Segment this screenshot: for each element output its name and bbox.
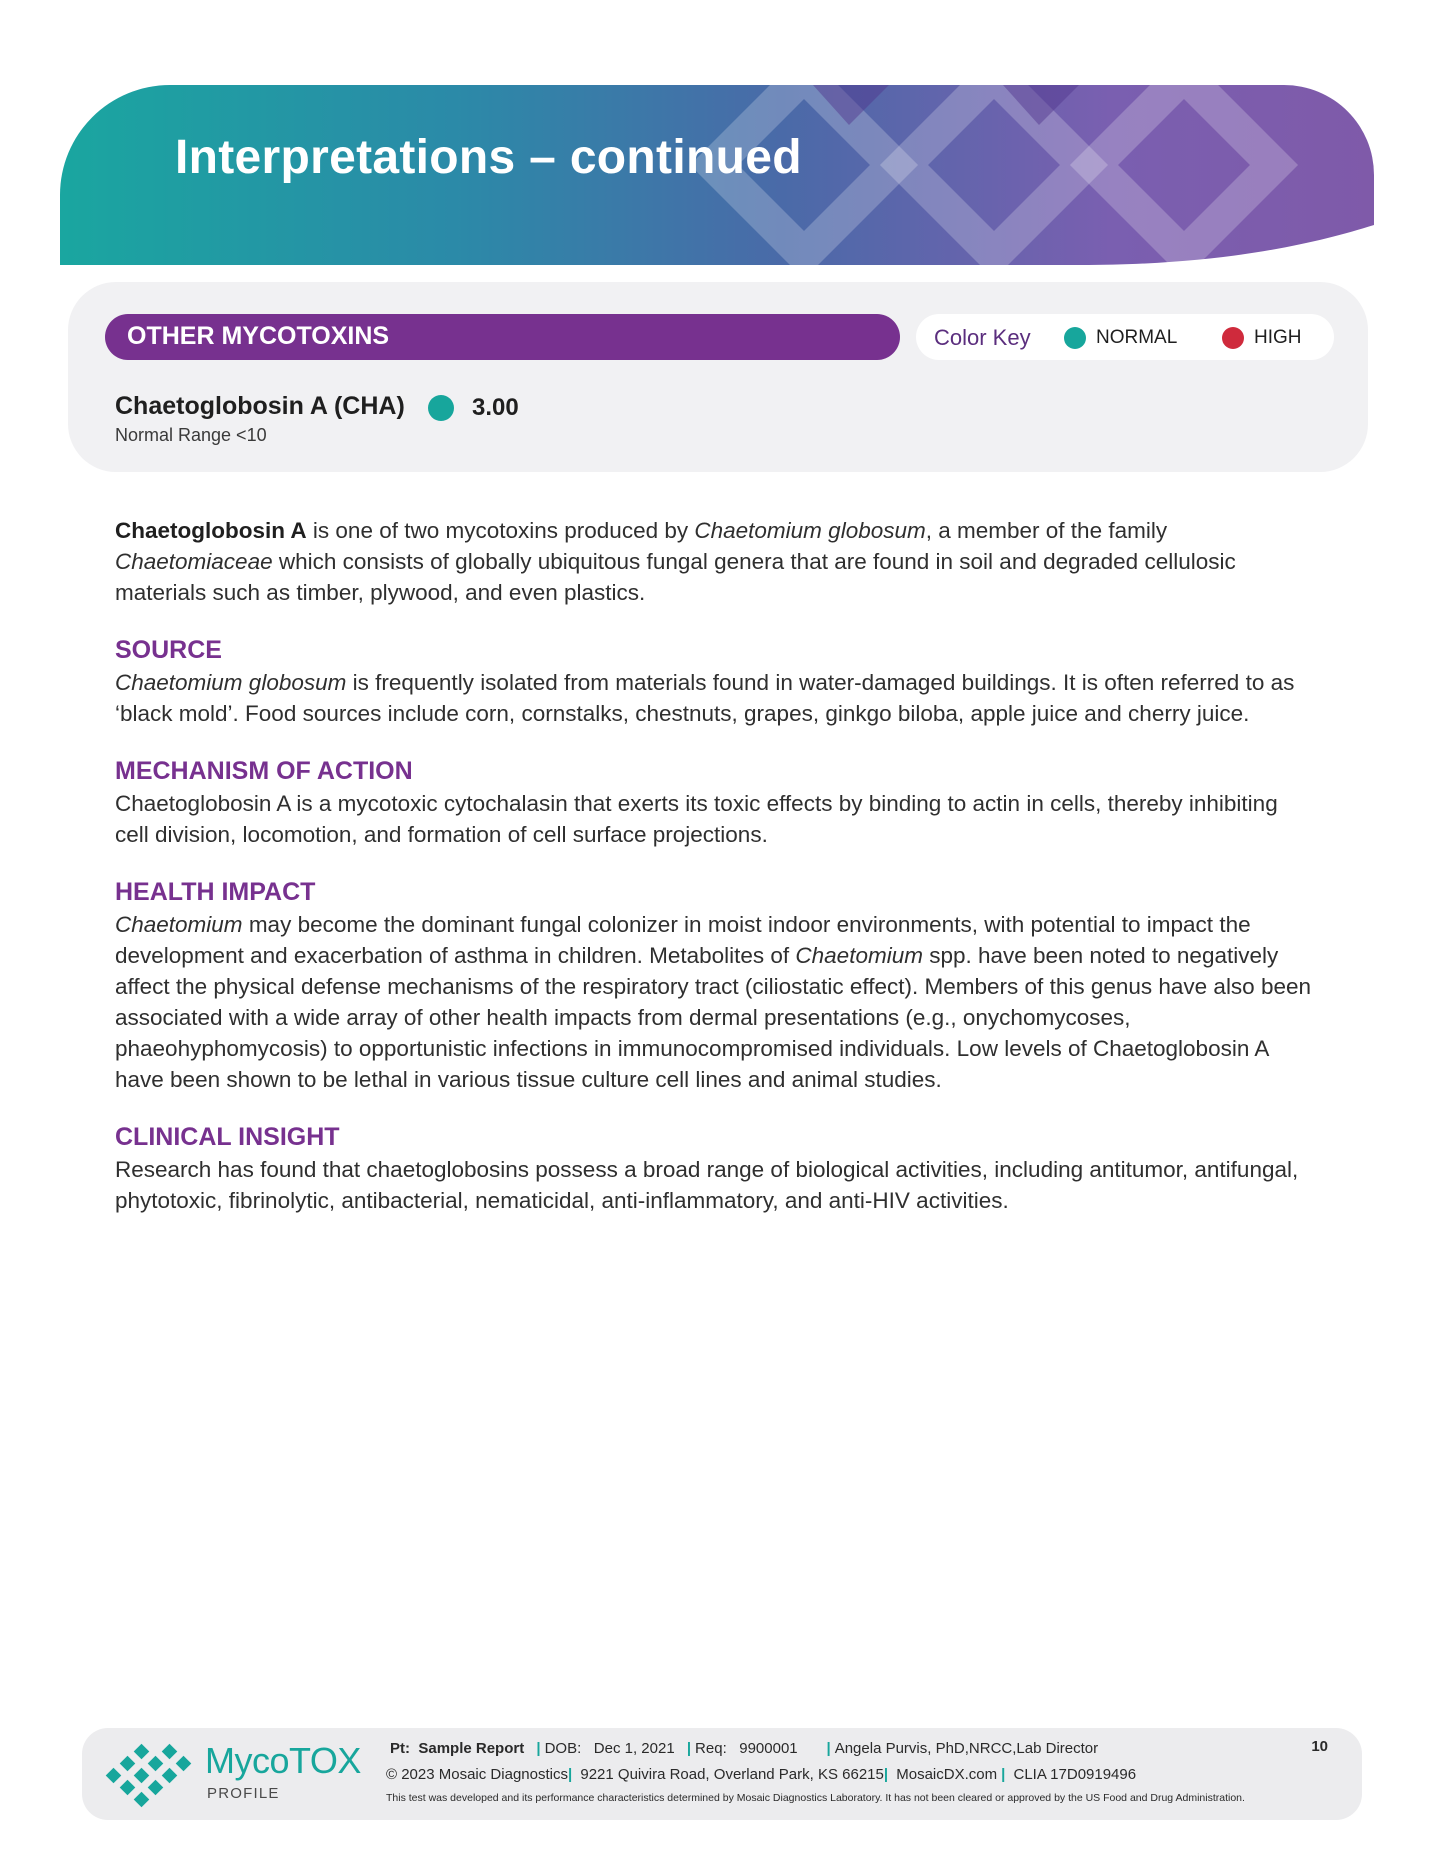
page-number: 10 bbox=[1311, 1738, 1328, 1755]
logo-name: MycoTOX bbox=[205, 1740, 361, 1781]
analyte-value: 3.00 bbox=[472, 394, 519, 421]
intro-paragraph bbox=[115, 515, 1315, 608]
mycotox-logo-icon bbox=[104, 1742, 194, 1808]
health-text-2: spp. have been noted to negatively affect the physical defense mechanisms of the respiratory tract (ciliostatic effect). Members of this genus have also been associated with a wide array of other health impacts from dermal presentations (e.g., onychomycoses, phaeohyphomycosis) to opportunistic infections in immunocompromised individuals. Low levels of Chaetoglobosin A have been shown to be lethal in various tissue culture cell lines and animal studies. bbox=[115, 943, 1312, 1092]
interpretation-content bbox=[115, 515, 1335, 1216]
page-title: Interpretations – continued bbox=[175, 131, 802, 184]
fda-disclaimer: This test was developed and its performance characteristics determined by Mosaic Diagnostics Laboratory. It has not been cleared or approved by the US Food and Drug Administration. bbox=[386, 1792, 1245, 1804]
source-text: is frequently isolated from materials found in water-damaged buildings. It is often referred to as ‘black mold’. Food sources include corn, cornstalks, chestnuts, grapes, ginkgo biloba, apple juice and cherry juice. bbox=[115, 670, 1295, 726]
intro-text-3: which consists of globally ubiquitous fungal genera that are found in soil and degraded cellulosic materials such as timber, plywood, and even plastics. bbox=[115, 549, 1236, 605]
website-link[interactable]: MosaicDX.com bbox=[896, 1766, 998, 1783]
normal-label: NORMAL bbox=[1096, 327, 1178, 348]
health-impact-heading: HEALTH IMPACT bbox=[115, 878, 316, 906]
banner-curve bbox=[60, 225, 1374, 285]
section-title-pill: OTHER MYCOTOXINS bbox=[105, 314, 900, 360]
normal-range: Normal Range <10 bbox=[115, 425, 267, 445]
page-footer bbox=[82, 1728, 1362, 1820]
logo-subtitle: PROFILE bbox=[207, 1785, 280, 1802]
status-dot-icon bbox=[428, 395, 454, 421]
lab-director: Angela Purvis, PhD,NRCC,Lab Director bbox=[834, 1740, 1099, 1757]
header-banner bbox=[60, 85, 1374, 285]
color-key bbox=[916, 314, 1334, 360]
lab-address: 9221 Quivira Road, Overland Park, KS 66215 bbox=[580, 1766, 884, 1783]
health-genus: Chaetomium bbox=[115, 912, 243, 937]
health-impact-paragraph bbox=[115, 909, 1315, 1095]
lab-address-line: © 2023 Mosaic Diagnostics| 9221 Quivira Road, Overland Park, KS 66215| MosaicDX.com | CLIA 17D0919496 bbox=[386, 1766, 1137, 1783]
intro-family: Chaetomiaceae bbox=[115, 549, 273, 574]
mechanism-paragraph: Chaetoglobosin A is a mycotoxic cytochalasin that exerts its toxic effects by binding to actin in cells, thereby inhibiting cell division, locomotion, and formation of cell surface projections. bbox=[115, 791, 1278, 847]
intro-text-1: is one of two mycotoxins produced by bbox=[306, 518, 695, 543]
source-paragraph bbox=[115, 667, 1315, 729]
intro-term: Chaetoglobosin A bbox=[115, 518, 307, 543]
analyte-name: Chaetoglobosin A (CHA) bbox=[115, 392, 405, 420]
high-dot-icon bbox=[1222, 327, 1244, 349]
copyright: © 2023 Mosaic Diagnostics bbox=[386, 1766, 568, 1783]
dob-label: DOB: bbox=[544, 1740, 582, 1757]
intro-text-2: , a member of the family bbox=[925, 518, 1168, 543]
clinical-insight-paragraph: Research has found that chaetoglobosins possess a broad range of biological activities, including antitumor, antifungal, phytotoxic, fibrinolytic, antibacterial, nematicidal, anti-inflammatory, and anti-HIV activities. bbox=[115, 1157, 1299, 1213]
intro-species: Chaetomium globosum bbox=[694, 518, 926, 543]
pt-value: Sample Report bbox=[418, 1740, 525, 1757]
high-label: HIGH bbox=[1254, 327, 1302, 348]
pt-label: Pt: bbox=[390, 1740, 410, 1757]
req-value: 9900001 bbox=[739, 1740, 798, 1757]
mechanism-heading: MECHANISM OF ACTION bbox=[115, 757, 413, 785]
clinical-insight-heading: CLINICAL INSIGHT bbox=[115, 1123, 340, 1151]
clia-number: CLIA 17D0919496 bbox=[1013, 1766, 1137, 1783]
dob-value: Dec 1, 2021 bbox=[593, 1740, 675, 1757]
result-card bbox=[68, 282, 1368, 472]
source-heading: SOURCE bbox=[115, 636, 222, 664]
health-genus-2: Chaetomium bbox=[795, 943, 923, 968]
color-key-title: Color Key bbox=[934, 325, 1031, 350]
req-label: Req: bbox=[695, 1740, 727, 1757]
source-species: Chaetomium globosum bbox=[115, 670, 347, 695]
patient-info-line: Pt: Sample Report | DOB: Dec 1, 2021 | Req: 9900001 | Angela Purvis, PhD,NRCC,Lab Director bbox=[390, 1740, 1099, 1757]
analyte-result bbox=[115, 392, 519, 446]
normal-dot-icon bbox=[1064, 327, 1086, 349]
health-text-1: may become the dominant fungal colonizer in moist indoor environments, with potential to impact the development and exacerbation of asthma in children. Metabolites of bbox=[115, 912, 1251, 968]
